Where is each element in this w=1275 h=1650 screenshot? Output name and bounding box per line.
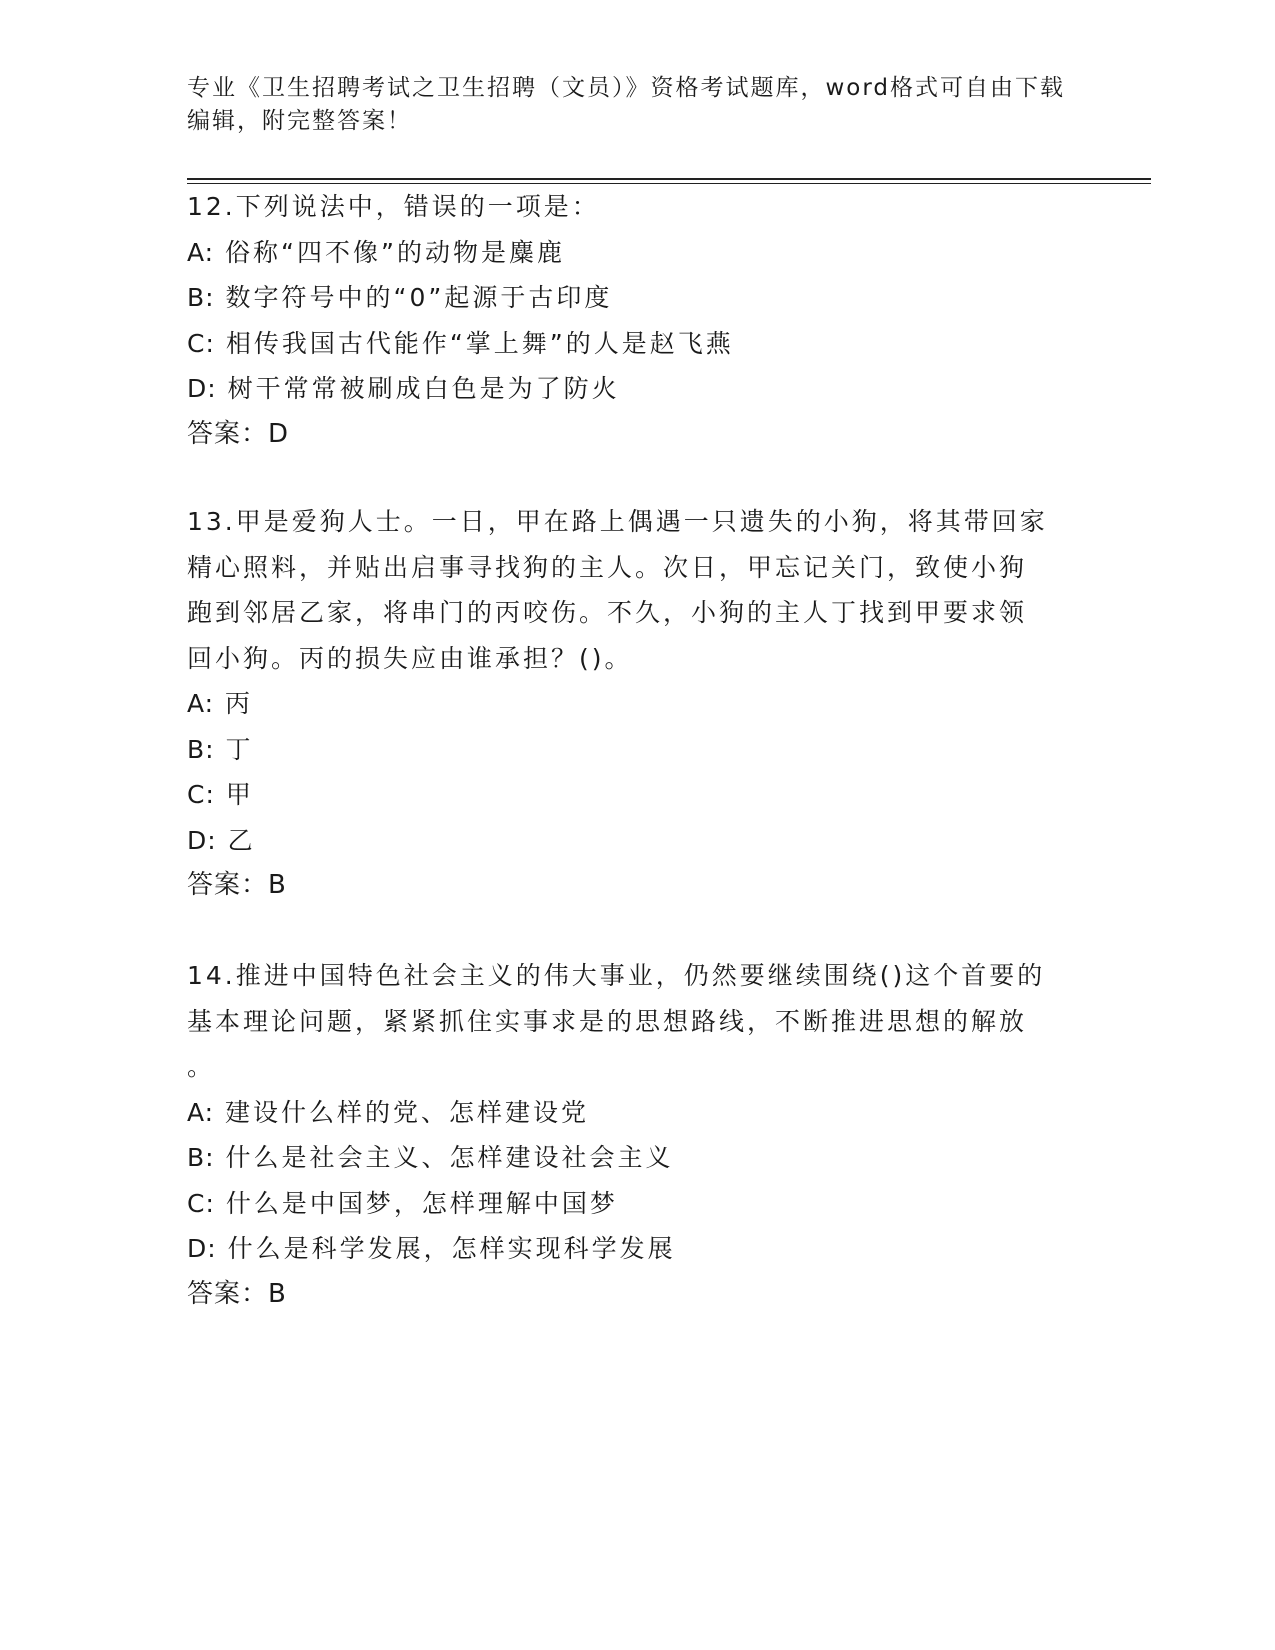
option-text: 丙 [225,689,254,718]
option-b [187,275,1087,321]
question-stem-line: 跑到邻居乙家，将串门的丙咬伤。不久，小狗的主人丁找到甲要求领 [187,598,1028,627]
option-text: 什么是中国梦，怎样理解中国梦 [225,1188,618,1218]
option-letter: A: [187,689,215,718]
option-text: 相传我国古代能作“掌上舞”的人是赵飞燕 [225,328,734,358]
option-letter: D: [187,1234,217,1263]
header-line-2: 编辑，附完整答案！ [187,108,412,134]
option-letter: C: [187,328,215,358]
option-letter: B: [187,283,215,312]
question-12 [187,184,1087,457]
answer-line: 答案：B [187,870,287,900]
option-letter: B: [187,1143,215,1172]
option-c [187,772,1087,818]
question-stem-line: 精心照料，并贴出启事寻找狗的主人。次日，甲忘记关门，致使小狗 [187,552,1028,582]
option-c [187,321,1087,367]
option-d [187,818,1087,864]
option-c [187,1181,1087,1227]
option-b [187,1135,1087,1181]
answer-line: 答案：B [187,1278,287,1309]
option-letter: C: [187,780,215,809]
option-letter: B: [187,734,215,764]
answer-line: 答案：D [187,418,290,449]
option-text: 乙 [227,825,256,855]
option-text: 树干常常被刷成白色是为了防火 [227,374,620,403]
question-stem-line: 基本理论问题，紧紧抓住实事求是的思想路线，不断推进思想的解放 [187,1006,1028,1036]
option-a [187,681,1087,727]
option-text: 丁 [225,734,254,764]
question-stem-line: 13.甲是爱狗人士。一日，甲在路上偶遇一只遗失的小狗，将其带回家 [187,507,1048,536]
document-header [187,72,1087,138]
option-a [187,1090,1087,1136]
option-text: 甲 [225,780,254,809]
option-text: 什么是社会主义、怎样建设社会主义 [225,1143,674,1172]
option-letter: A: [187,1097,215,1127]
question-stem-line: 14.推进中国特色社会主义的伟大事业，仍然要继续围绕()这个首要的 [187,961,1046,990]
option-a [187,230,1087,276]
option-text: 俗称“四不像”的动物是麋鹿 [225,237,565,267]
question-13 [187,499,1087,909]
question-14 [187,953,1087,1317]
option-text: 建设什么样的党、怎样建设党 [225,1097,590,1127]
option-letter: D: [187,374,217,403]
question-stem-line: 。 [187,1052,216,1081]
option-text: 什么是科学发展，怎样实现科学发展 [227,1234,676,1263]
option-letter: D: [187,825,217,855]
option-letter: A: [187,237,215,267]
option-b [187,727,1087,773]
question-stem-line: 回小狗。丙的损失应由谁承担？()。 [187,643,633,673]
question-stem: 12.下列说法中，错误的一项是： [187,192,600,221]
option-d [187,1226,1087,1272]
header-line-1: 专业《卫生招聘考试之卫生招聘（文员）》资格考试题库，word格式可自由下载 [187,75,1066,101]
option-letter: C: [187,1188,215,1218]
option-text: 数字符号中的“0”起源于古印度 [225,283,613,312]
header-divider-thick [187,178,1151,180]
option-d [187,366,1087,412]
